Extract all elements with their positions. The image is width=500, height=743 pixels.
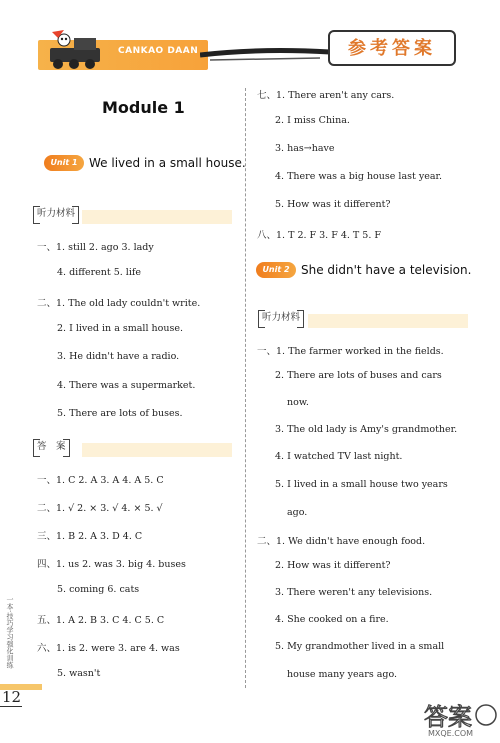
answer-line: 五、1. A 2. B 3. C 4. C 5. C xyxy=(37,615,165,626)
eight-line: 八、1. T 2. F 3. F 4. T 5. F xyxy=(257,230,381,241)
answer-line: 二、1. √ 2. × 3. √ 4. × 5. √ xyxy=(37,503,163,514)
listening-line: 4. different 5. life xyxy=(57,267,141,278)
page-header xyxy=(0,0,500,80)
listening-line: 4. I watched TV last night. xyxy=(275,451,403,462)
unit1-listening-tag: 听力材料 xyxy=(33,204,79,224)
listening-line: 一、1. still 2. ago 3. lady xyxy=(37,242,154,253)
seven-line: 5. How was it different? xyxy=(275,199,391,210)
tag-strip xyxy=(308,314,468,328)
answer-line: 六、1. is 2. were 3. are 4. was xyxy=(37,643,180,654)
unit1-heading xyxy=(44,153,246,173)
page-number: 12 xyxy=(2,688,22,706)
listening-line: 5. My grandmother lived in a small xyxy=(275,641,445,652)
unit2-heading xyxy=(256,260,471,280)
listening-line: 2. There are lots of buses and cars xyxy=(275,370,442,381)
unit2-badge: Unit 2 xyxy=(256,262,296,278)
seven-line: 3. has→have xyxy=(275,143,335,154)
listening-line: 2. How was it different? xyxy=(275,560,391,571)
column-divider xyxy=(245,88,246,688)
listening-line: 3. The old lady is Amy's grandmother. xyxy=(275,424,458,435)
unit2-listening-tag: 听力材料 xyxy=(258,308,304,328)
listening-line: 一、1. The farmer worked in the fields. xyxy=(257,346,444,357)
svg-text:答案: 答案 xyxy=(424,703,472,731)
tag-strip xyxy=(82,443,232,457)
book-side-label: 一本·技巧学习强化训练 xyxy=(6,596,14,669)
brand-text: CANKAO DAAN xyxy=(118,46,199,56)
watermark-url: MXQE.COM xyxy=(428,729,474,738)
tag-strip xyxy=(82,210,232,224)
answer-line: 四、1. us 2. was 3. big 4. buses xyxy=(37,559,186,570)
listening-line: 二、1. The old lady couldn't write. xyxy=(37,298,201,309)
listening-line: 5. I lived in a small house two years xyxy=(275,479,448,490)
unit1-badge: Unit 1 xyxy=(44,155,84,171)
listening-line: now. xyxy=(287,397,309,408)
listening-line: house many years ago. xyxy=(287,669,398,680)
answer-line: 三、1. B 2. A 3. D 4. C xyxy=(37,531,143,542)
unit1-answers-tag: 答 案 xyxy=(33,437,70,457)
unit1-title: We lived in a small house. xyxy=(89,156,246,170)
listening-line: 4. She cooked on a fire. xyxy=(275,614,389,625)
seven-line: 4. There was a big house last year. xyxy=(275,171,442,182)
listening-line: 5. There are lots of buses. xyxy=(57,408,183,419)
listening-line: 4. There was a supermarket. xyxy=(57,380,196,391)
answer-line: 5. wasn't xyxy=(57,668,101,679)
listening-line: 3. There weren't any televisions. xyxy=(275,587,433,598)
module-title: Module 1 xyxy=(102,98,185,117)
listening-line: ago. xyxy=(287,507,308,518)
listening-line: 2. I lived in a small house. xyxy=(57,323,184,334)
seven-line: 2. I miss China. xyxy=(275,115,350,126)
truck-mascot-icon xyxy=(44,30,116,70)
listening-line: 3. He didn't have a radio. xyxy=(57,351,180,362)
answer-line: 5. coming 6. cats xyxy=(57,584,140,595)
answer-line: 一、1. C 2. A 3. A 4. A 5. C xyxy=(37,475,164,486)
unit2-title: She didn't have a television. xyxy=(301,263,472,277)
listening-line: 二、1. We didn't have enough food. xyxy=(257,536,426,547)
answer-title: 参考答案 xyxy=(348,38,436,59)
page-number-rule xyxy=(0,706,22,707)
seven-line: 七、1. There aren't any cars. xyxy=(257,90,395,101)
